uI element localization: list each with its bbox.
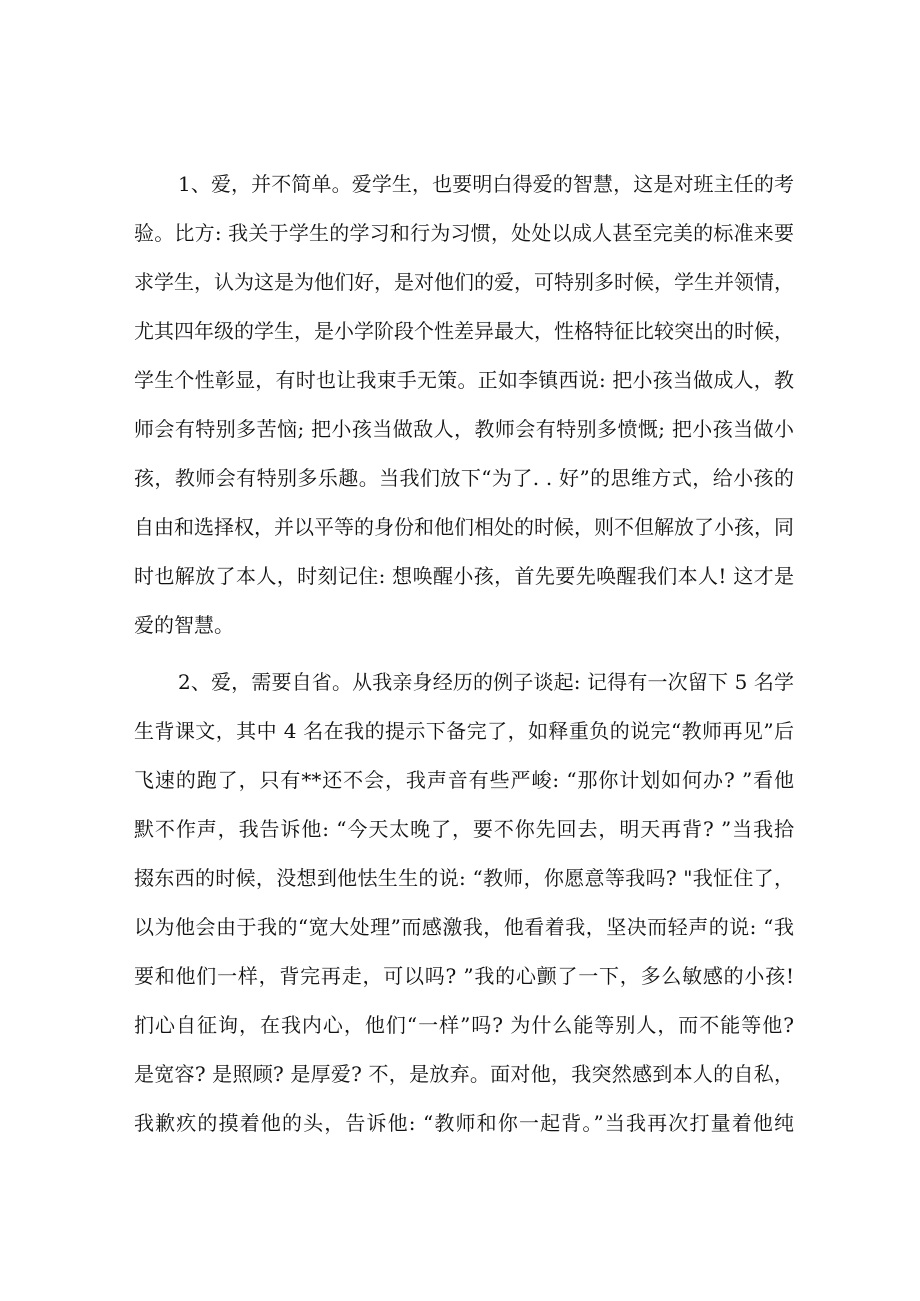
- text-line: 掇东西的时候，没想到他怯生生的说: “教师，你愿意等我吗? "我怔住了，: [134, 866, 794, 890]
- text-line: 生背课文，其中 4 名在我的提示下备完了，如释重负的说完“教师再见”后: [134, 719, 794, 743]
- text-line: 要和他们一样，背完再走，可以吗? ”我的心颤了一下，多么敏感的小孩!: [134, 964, 794, 988]
- text-line: 爱的智慧。: [134, 613, 234, 637]
- text-line: 验。比方: 我关于学生的学习和行为习惯，处处以成人甚至完美的标准来要: [134, 221, 794, 245]
- text-line: 默不作声，我告诉他: “今天太晚了，要不你先回去，明天再背? ”当我拾: [134, 817, 794, 841]
- text-line: 扪心自征询，在我内心，他们“一样”吗? 为什么能等别人，而不能等他?: [134, 1013, 794, 1037]
- text-line: 我歉疚的摸着他的头，告诉他: “教师和你一起背。”当我再次打量着他纯: [134, 1111, 794, 1135]
- text-line: 是宽容? 是照顾? 是厚爱? 不，是放弃。面对他，我突然感到本人的自私，: [134, 1062, 794, 1086]
- text-line: 自由和选择权，并以平等的身份和他们相处的时候，则不但解放了小孩，同: [134, 515, 794, 539]
- text-line: 飞速的跑了，只有**还不会，我声音有些严峻: “那你计划如何办? ”看他: [134, 768, 794, 792]
- paragraph-spacer: [134, 650, 794, 658]
- text-line: 2、爱，需要自省。从我亲身经历的例子谈起: 记得有一次留下 5 名学: [178, 670, 794, 694]
- text-line: 学生个性彰显，有时也让我束手无策。正如李镇西说: 把小孩当做成人，教: [134, 368, 794, 392]
- text-line: 师会有特别多苦恼; 把小孩当做敌人，教师会有特别多愤慨; 把小孩当做小: [134, 417, 794, 441]
- paragraph-2: [134, 658, 794, 1148]
- text-line: 孩，教师会有特别多乐趣。当我们放下“为了. . 好”的思维方式，给小孩的: [134, 466, 794, 490]
- text-line: 以为他会由于我的“宽大处理”而感激我，他看着我，坚决而轻声的说: “我: [134, 915, 794, 939]
- text-line: 1、爱，并不简单。爱学生，也要明白得爱的智慧，这是对班主任的考: [178, 172, 794, 196]
- document-body: [134, 160, 794, 1148]
- text-line: 尤其四年级的学生，是小学阶段个性差异最大，性格特征比较突出的时候，: [134, 319, 794, 343]
- text-line: 求学生，认为这是为他们好，是对他们的爱，可特别多时候，学生并领情，: [134, 270, 794, 294]
- paragraph-1: [134, 160, 794, 650]
- text-line: 时也解放了本人，时刻记住: 想唤醒小孩，首先要先唤醒我们本人! 这才是: [134, 564, 794, 588]
